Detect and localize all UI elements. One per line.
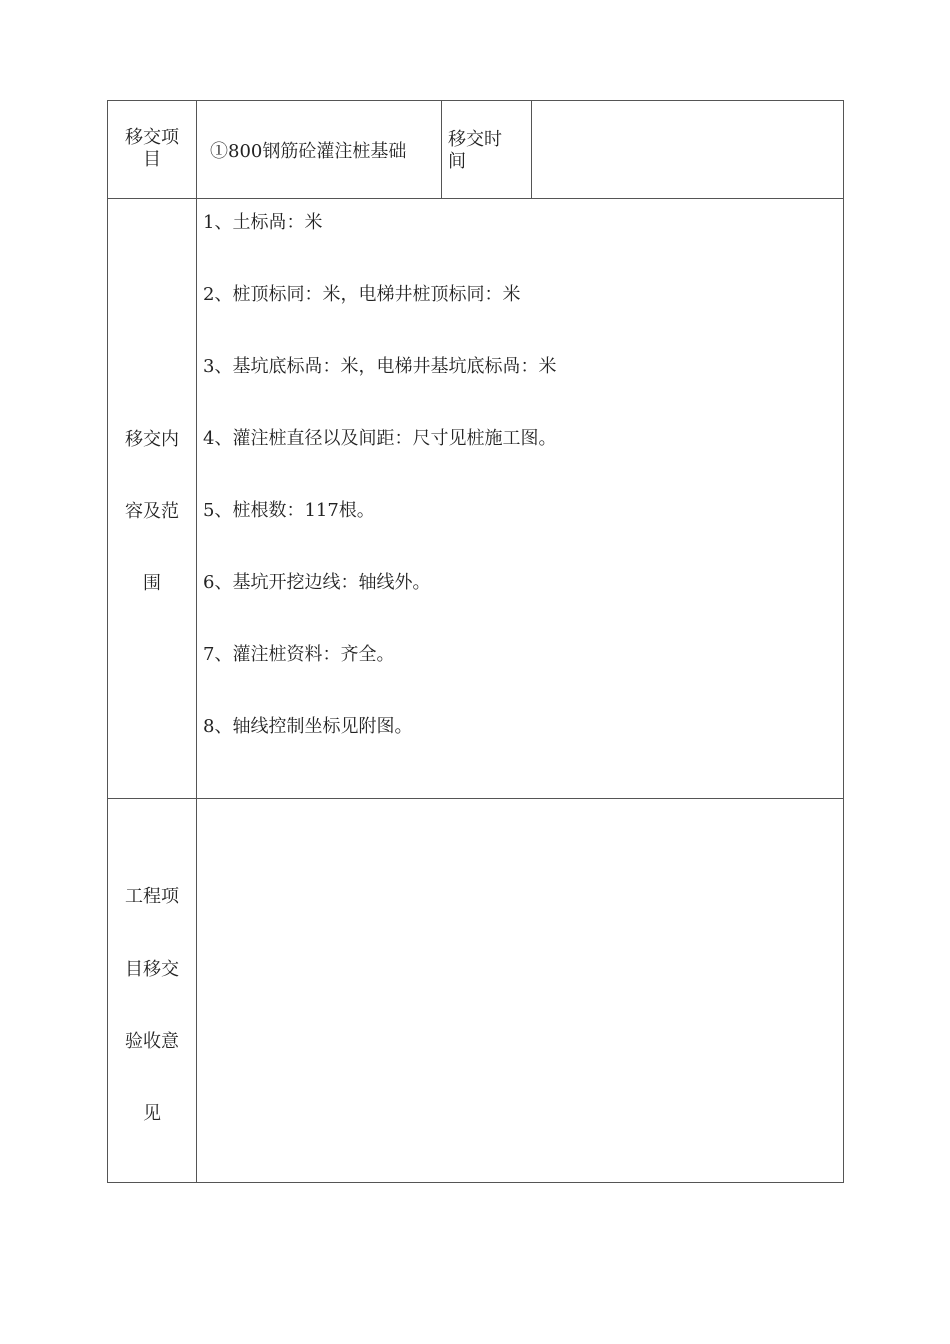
scope-label-line2: 容及范	[125, 501, 179, 522]
handover-time-label-line1: 移交时	[448, 129, 502, 150]
scope-item-5: 5、桩根数：117根。	[203, 500, 375, 521]
scope-item-6: 6、基坑开挖边线：轴线外。	[203, 572, 431, 593]
scope-label-line1: 移交内	[125, 429, 179, 450]
scope-item-8: 8、轴线控制坐标见附图。	[203, 716, 413, 737]
acceptance-label-line2: 目移交	[125, 959, 179, 980]
handover-time-label-line2: 间	[448, 151, 466, 172]
acceptance-label-line3: 验收意	[125, 1031, 179, 1052]
acceptance-label-line1: 工程项	[125, 886, 179, 907]
scope-item-2: 2、桩顶标同：米，电梯井桩顶标同：米	[203, 284, 521, 305]
acceptance-label-line4: 见	[143, 1103, 161, 1124]
row-divider-1	[108, 198, 843, 199]
scope-item-4: 4、灌注桩直径以及间距：尺寸见桩施工图。	[203, 428, 557, 449]
handover-item-label-line1: 移交项	[125, 127, 179, 148]
scope-item-3: 3、基坑底标咼：米，电梯井基坑底标咼：米	[203, 356, 557, 377]
acceptance-opinion-value[interactable]	[197, 799, 843, 1182]
scope-label-line3: 围	[143, 573, 161, 594]
handover-item-label-line2: 目	[143, 149, 161, 170]
handover-item-value: ①800钢筋砼灌注桩基础	[210, 141, 407, 162]
handover-item-label	[108, 127, 196, 171]
handover-time-value[interactable]	[532, 102, 843, 198]
handover-time-label	[448, 129, 528, 173]
scope-item-1: 1、土标咼：米	[203, 212, 323, 233]
scope-item-7: 7、灌注桩资料：齐全。	[203, 644, 395, 665]
column-divider-2	[441, 101, 442, 198]
handover-form-table	[107, 100, 844, 1183]
handover-scope-label	[108, 199, 196, 798]
acceptance-opinion-label	[108, 799, 196, 1182]
